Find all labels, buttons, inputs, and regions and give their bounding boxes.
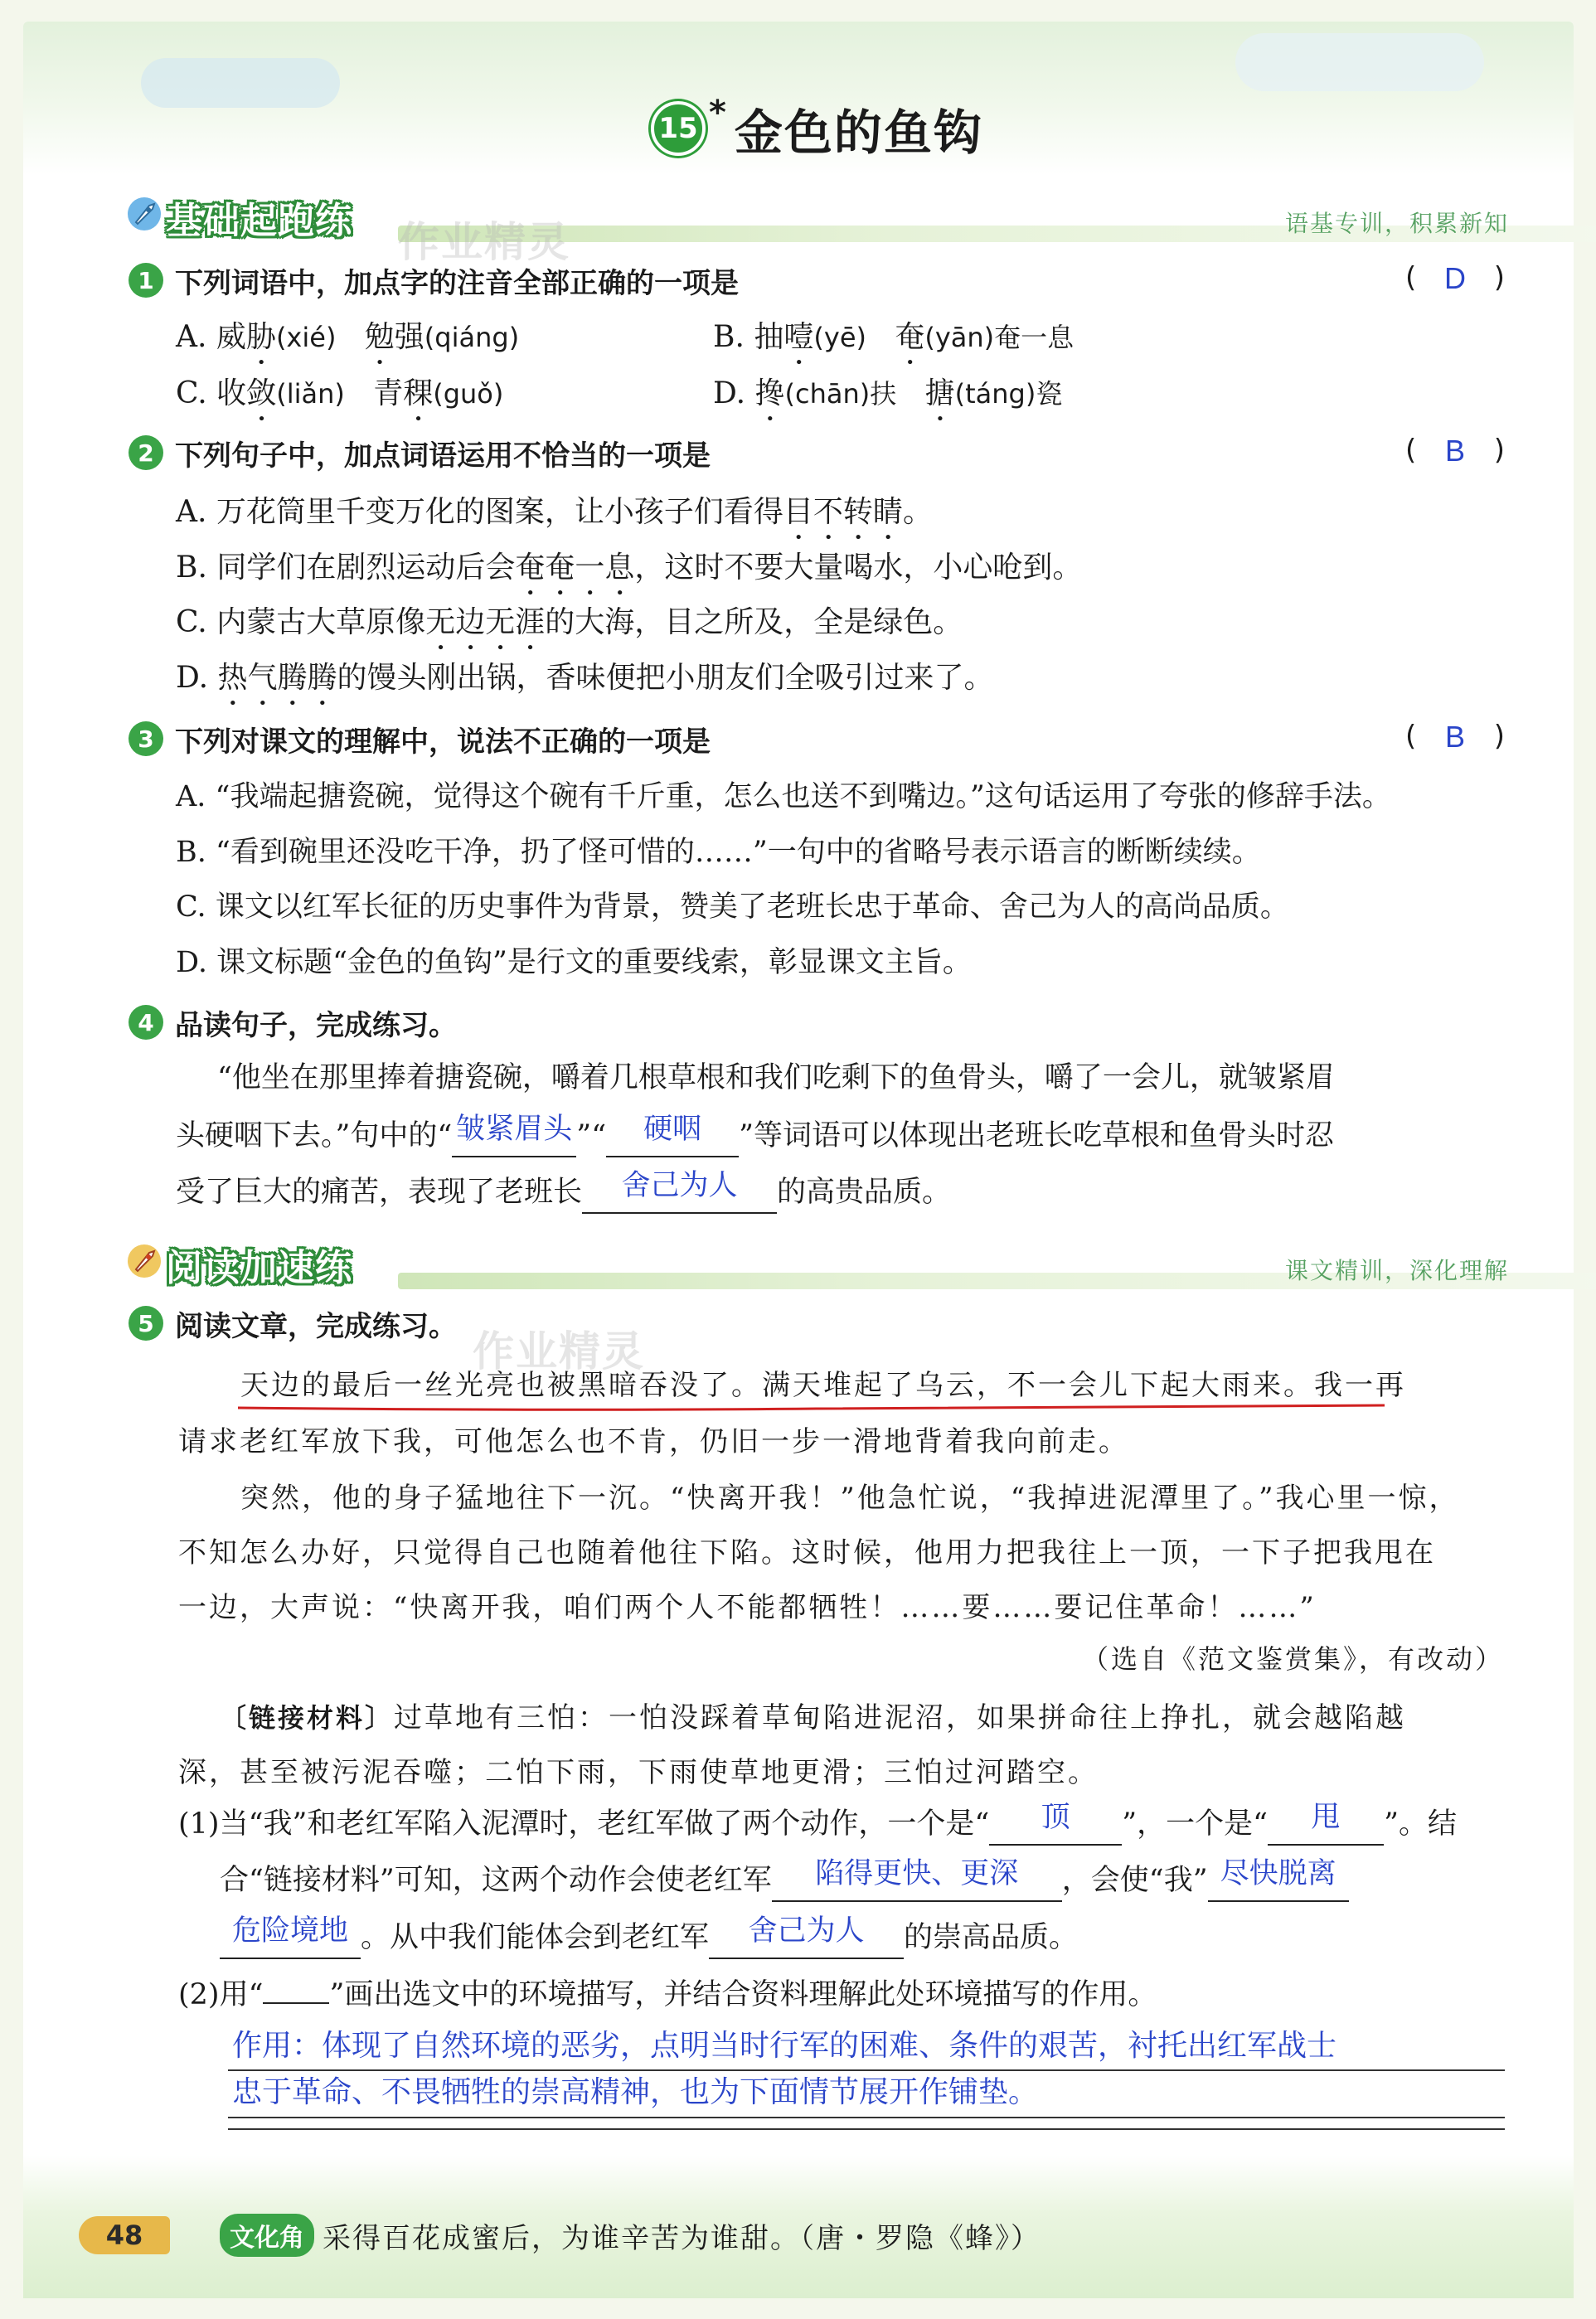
option-c: C. 课文以红军长征的历史事件为背景，赞美了老班长忠于革命、舍己为人的高尚品质。 (176, 890, 1289, 924)
subquestion-1-line: 合“链接材料”可知，这两个动作会使老红军 陷得更快、更深 ，会使“我” 尽快脱离 (220, 1861, 1349, 1902)
question-1-header (129, 260, 1505, 301)
page-number: 48 (79, 2216, 170, 2254)
passage-line: 一边，大声说：“快离开我，咱们两个人不能都牺牲！……要……要记住革命！……” (178, 1591, 1317, 1624)
question-prompt: 阅读文章，完成练习。 (175, 1309, 457, 1343)
answer-blank[interactable]: 硬咽 (606, 1116, 739, 1157)
answer-line (228, 2069, 1505, 2071)
lesson-number-badge: 15 (651, 101, 706, 156)
question-number-badge: 5 (129, 1306, 163, 1341)
passage-line: 天边的最后一丝光亮也被黑暗吞没了。满天堆起了乌云，不一会儿下起大雨来。我一再 (240, 1369, 1406, 1402)
answer-bracket: ( B ) (1405, 720, 1505, 754)
subquestion-1-line: (1)当“我”和老红军陷入泥潭时，老红军做了两个动作，一个是“ 顶 ”，一个是“ 甩 ”。结 (178, 1804, 1457, 1846)
question-number-badge: 4 (129, 1005, 163, 1040)
question-3-header (129, 718, 1505, 759)
option-b: B. 抽噎(yē) 奄(yān)奄一息 (713, 320, 1075, 354)
rocket-icon (124, 194, 164, 234)
link-material-line: 〔链接材料〕过草地有三怕：一怕没踩着草甸陷进泥沼，如果拼命往上挣扎，就会越陷越 (220, 1701, 1407, 1734)
footer (79, 2214, 1041, 2257)
question-5-header (129, 1303, 1505, 1344)
underline-sample (263, 2002, 329, 2004)
answer-blank[interactable]: 危险境地 (220, 1918, 361, 1959)
link-material-line: 深，甚至被污泥吞噬；二怕下雨，下雨使草地更滑；三怕过河踏空。 (178, 1756, 1099, 1789)
question-prompt: 下列句子中，加点词语运用不恰当的一项是 (175, 439, 711, 473)
q4-passage-line: “他坐在那里捧着搪瓷碗，嚼着几根草根和我们吃剩下的鱼骨头，嚼了一会儿，就皱紧眉 (217, 1061, 1335, 1094)
section-tagline: 语基专训，积累新知 (1284, 210, 1509, 237)
answer-blank[interactable]: 甩 (1268, 1804, 1384, 1846)
cloud-decoration (141, 58, 340, 108)
handwritten-answer: 忠于革命、不畏牺牲的崇高精神，也为下面情节展开作铺垫。 (232, 2075, 1039, 2109)
answer-blank[interactable]: 舍己为人 (582, 1172, 777, 1214)
option-c: C. 收敛(liǎn) 青稞(guǒ) (176, 376, 504, 410)
question-number-badge: 2 (129, 435, 163, 470)
subquestion-2-line: (2)用“ ”画出选文中的环境描写，并结合资料理解此处环境描写的作用。 (178, 1978, 1157, 2011)
option-a: A. 万花筒里千变万化的图案，让小孩子们看得目不转睛。 (176, 495, 933, 529)
option-d: D. 课文标题“金色的鱼钩”是行文的重要线索，彰显课文主旨。 (176, 946, 972, 979)
question-2-header (129, 432, 1505, 473)
answer-line (228, 2128, 1505, 2130)
question-number-badge: 3 (129, 721, 163, 756)
culture-quote: 采得百花成蜜后，为谁辛苦为谁甜。（唐・罗隐《蜂》） (323, 2221, 1041, 2255)
answer-blank[interactable]: 皱紧眉头 (452, 1116, 576, 1157)
question-number-badge: 1 (129, 263, 163, 298)
section-label: 基础起跑练 (166, 200, 352, 242)
lesson-star: * (709, 94, 726, 132)
question-prompt: 下列对课文的理解中，说法不正确的一项是 (175, 725, 711, 759)
lesson-title: 金色的鱼钩 (734, 104, 983, 161)
answer-blank[interactable]: 陷得更快、更深 (772, 1861, 1062, 1902)
section-banner-basics (124, 184, 1509, 244)
section-tagline: 课文精训，深化理解 (1284, 1257, 1509, 1284)
answer-bracket: ( D ) (1405, 261, 1505, 295)
passage-line: 突然，他的身子猛地往下一沉。“快离开我！”他急忙说，“我掉进泥潭里了。”我心里一惊， (240, 1482, 1460, 1515)
answer-choice: B (1444, 720, 1465, 754)
question-4-header (129, 1002, 1505, 1043)
culture-corner-badge: 文化角 (220, 2214, 314, 2257)
answer-choice: D (1444, 261, 1466, 295)
option-b: B. “看到碗里还没吃干净，扔了怪可惜的……”一句中的省略号表示语言的断断续续。 (176, 836, 1261, 869)
subquestion-1-line: 危险境地 。从中我们能体会到老红军 舍己为人 的崇高品质。 (220, 1918, 1078, 1959)
question-prompt: 品读句子，完成练习。 (175, 1008, 457, 1042)
q4-passage-line: 头硬咽下去。”句中的“ 皱紧眉头 ”“ 硬咽 ”等词语可以体现出老班长吃草根和鱼骨头时忍 (176, 1116, 1334, 1157)
q4-passage-line: 受了巨大的痛苦，表现了老班长 舍己为人 的高贵品质。 (176, 1172, 951, 1214)
passage-line: 不知怎么办好，只觉得自己也随着他往下陷。这时候，他用力把我往上一顶，一下子把我甩在 (178, 1536, 1436, 1569)
watermark: 作业精灵 (398, 218, 570, 266)
rocket-icon (124, 1241, 164, 1281)
option-d: D. 搀(chān)扶 搪(táng)瓷 (713, 376, 1063, 410)
question-prompt: 下列词语中，加点字的注音全部正确的一项是 (175, 266, 739, 300)
answer-choice: B (1444, 434, 1465, 468)
option-a: A. 威胁(xié) 勉强(qiáng) (176, 320, 520, 354)
answer-blank[interactable]: 舍己为人 (709, 1918, 904, 1959)
red-underline-mark (236, 1401, 1389, 1413)
answer-blank[interactable]: 顶 (989, 1804, 1122, 1846)
passage-source: （选自《范文鉴赏集》，有改动） (1082, 1643, 1505, 1675)
option-c: C. 内蒙古大草原像无边无涯的大海，目之所及，全是绿色。 (176, 605, 963, 639)
option-d: D. 热气腾腾的馒头刚出锅，香味便把小朋友们全吸引过来了。 (176, 661, 994, 695)
answer-bracket: ( B ) (1405, 434, 1505, 468)
section-banner-reading (124, 1231, 1509, 1291)
option-b: B. 同学们在剧烈运动后会奄奄一息，这时不要大量喝水，小心呛到。 (176, 551, 1083, 585)
answer-blank[interactable]: 尽快脱离 (1208, 1861, 1349, 1902)
option-a: A. “我端起搪瓷碗，觉得这个碗有千斤重，怎么也送不到嘴边。”这句话运用了夸张的修辞手法。 (176, 780, 1391, 813)
passage-line: 请求老红军放下我，可他怎么也不肯，仍旧一步一滑地背着我向前走。 (178, 1425, 1129, 1458)
lesson-title-block (651, 95, 983, 162)
watermark: 作业精灵 (473, 1327, 645, 1375)
cloud-decoration (1235, 33, 1484, 91)
handwritten-answer: 作用：体现了自然环境的恶劣，点明当时行军的困难、条件的艰苦，衬托出红军战士 (232, 2029, 1337, 2063)
answer-line (228, 2117, 1505, 2118)
section-label: 阅读加速练 (166, 1247, 352, 1289)
